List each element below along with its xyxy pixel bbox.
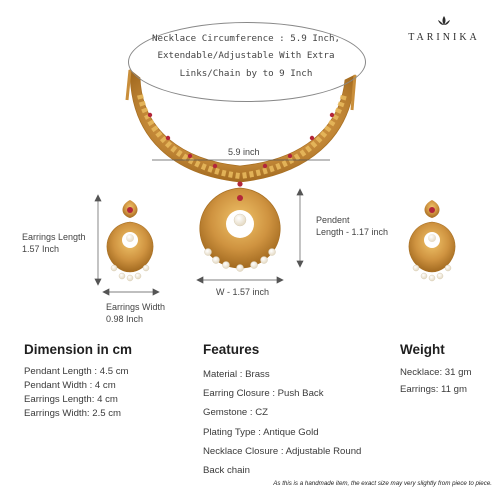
features-heading: Features — [203, 342, 260, 357]
feature-item: Material : Brass — [203, 369, 270, 380]
feature-item: Necklace Closure : Adjustable Round — [203, 445, 362, 457]
pendent-width-label: W - 1.57 inch — [216, 287, 270, 297]
feature-item: Plating Type : Antique Gold — [203, 426, 319, 438]
callout-links: Links/Chain by to 9 Inch — [179, 67, 313, 79]
earrings-length-label: Earrings Length 1.57 Inch — [22, 232, 86, 255]
pendent-length-label: Pendent Length - 1.17 inch — [316, 215, 389, 238]
necklace-width-label: 5.9 inch — [228, 147, 260, 157]
features-section — [203, 342, 383, 480]
dimension-cm-heading: Dimension in cm — [24, 342, 133, 357]
dimension-item: Earrings Width: 2.5 cm — [24, 407, 122, 419]
handmade-footnote: As this is a handmade item, the exact size may very slightly from piece to piece. — [273, 480, 492, 487]
weight-item: Necklace: 31 gm — [400, 367, 472, 378]
feature-item: Earring Closure : Push Back — [203, 388, 324, 400]
lotus-icon — [436, 15, 452, 27]
earrings-width-label: Earrings Width 0.98 Inch — [106, 302, 166, 325]
left-earring — [107, 200, 153, 281]
feature-item: Back chain — [203, 464, 250, 476]
weight-item: Earrings: 11 gm — [400, 383, 468, 395]
callout-circumference: Necklace Circumference : 5.9 Inch, — [151, 33, 341, 44]
dimension-item: Pendant Length : 4.5 cm — [24, 366, 129, 377]
callout-extendable: Extendable/Adjustable With Extra — [157, 50, 335, 62]
weight-heading: Weight — [400, 342, 445, 357]
right-earring — [409, 200, 455, 281]
dimension-item: Earrings Length: 4 cm — [24, 393, 118, 405]
feature-item: Gemstone : CZ — [203, 407, 269, 419]
dimension-item: Pendant Width : 4 cm — [24, 379, 116, 391]
brand-name: TARINIKA — [408, 32, 480, 43]
weight-section — [400, 342, 490, 399]
dimension-cm-section — [24, 342, 194, 421]
brand-logo — [404, 14, 484, 43]
